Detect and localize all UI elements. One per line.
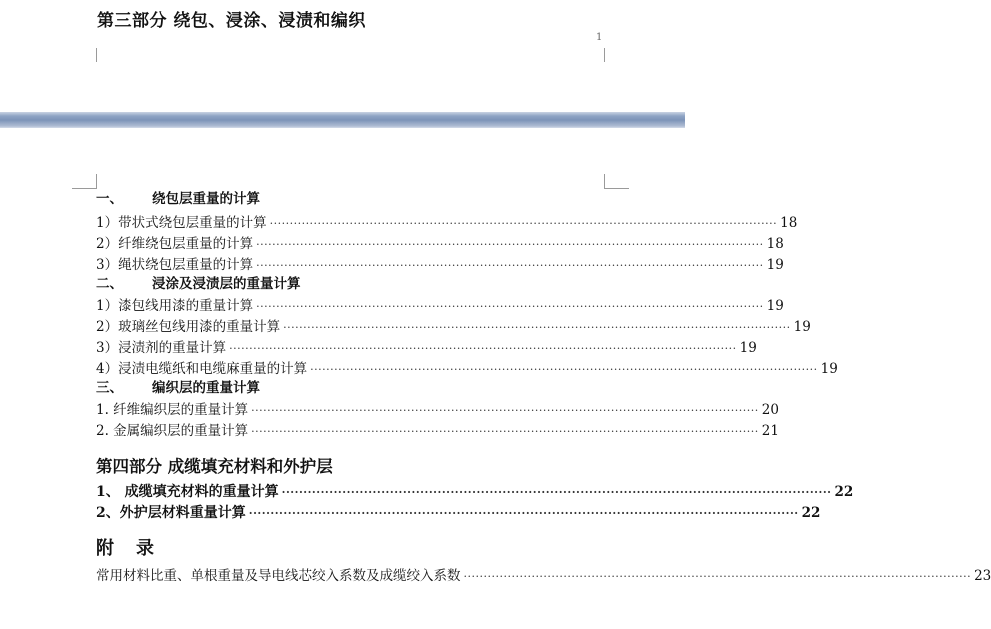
toc-section-2: 二、 浸涂及浸渍层的重量计算: [96, 276, 301, 292]
crop-mark-left: [96, 48, 97, 62]
crop-mark-right: [604, 48, 605, 62]
toc-entry[interactable]: 2）纤维绕包层重量的计算 ······························································································································· 18: [96, 236, 784, 252]
toc-entry[interactable]: 1、 成缆填充材料的重量计算 ······························································································································· 22: [96, 484, 854, 500]
toc-entry[interactable]: 3）浸渍剂的重量计算 ······························································································································· 19: [96, 340, 757, 356]
page-current: [0, 128, 991, 629]
toc-entry[interactable]: 1）带状式绕包层重量的计算 ······························································································································· 18: [96, 215, 798, 231]
toc-section-3: 三、 编织层的重量计算: [96, 380, 260, 396]
part4-heading: 第四部分 成缆填充材料和外护层: [96, 457, 333, 476]
crop-mark-top-right: [604, 174, 629, 189]
toc-entry[interactable]: 2）玻璃丝包线用漆的重量计算 ······························································································································· 19: [96, 319, 811, 335]
toc-entry[interactable]: 1）漆包线用漆的重量计算 ······························································································································· 19: [96, 298, 784, 314]
toc-entry[interactable]: 3）绳状绕包层重量的计算 ······························································································································· 19: [96, 257, 784, 273]
toc-section-1: 一、 绕包层重量的计算: [96, 191, 260, 207]
page-previous: [0, 0, 685, 112]
page-gap: [0, 112, 685, 128]
appendix-heading: 附录: [96, 538, 176, 559]
toc-entry[interactable]: 2、外护层材料重量计算 ······························································································································· 22: [96, 505, 821, 521]
toc-entry[interactable]: 常用材料比重、单根重量及导电线芯绞入系数及成缆绞入系数 ······························································································································· 23: [96, 568, 991, 584]
part3-heading: 第三部分 绕包、浸涂、浸渍和编织: [97, 11, 366, 31]
crop-mark-top-left: [72, 174, 97, 189]
toc-entry[interactable]: 1. 纤维编织层的重量计算 ······························································································································· 20: [96, 402, 779, 418]
page-number: 1: [596, 32, 603, 43]
toc-entry[interactable]: 4）浸渍电缆纸和电缆麻重量的计算 ······························································································································· 19: [96, 361, 838, 377]
toc-entry[interactable]: 2. 金属编织层的重量计算 ······························································································································· 21: [96, 423, 779, 439]
